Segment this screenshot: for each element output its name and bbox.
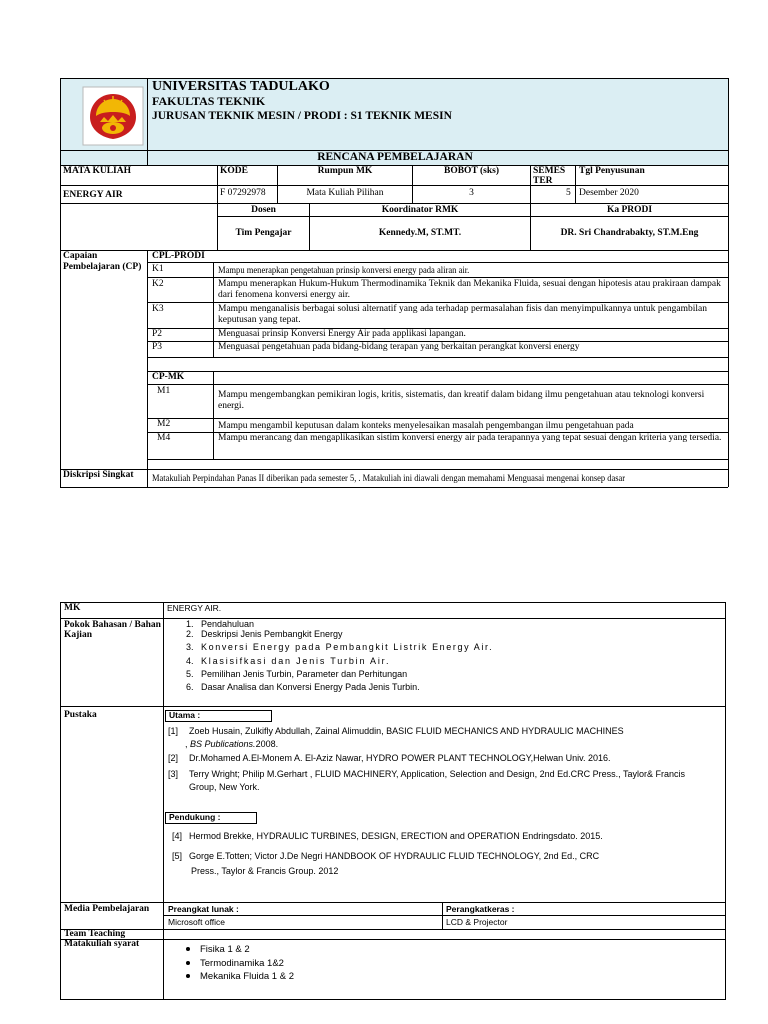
cpmk-code: M1 bbox=[157, 386, 171, 396]
syarat-list bbox=[172, 943, 294, 984]
course-header-mata-kuliah: MATA KULIAH bbox=[63, 166, 131, 176]
syarat-label: Matakuliah syarat bbox=[64, 939, 140, 949]
cpl-code: K3 bbox=[152, 304, 164, 314]
perangkat-lunak-label: Preangkat lunak : bbox=[168, 904, 239, 914]
course-semester: 5 bbox=[566, 188, 571, 198]
cpl-code: K1 bbox=[152, 264, 164, 274]
reference: [5] Gorge E.Totten; Victor J.De Negri HANDBOOK OF HYDRAULIC FLUID TECHNOLOGY, 2nd Ed., CRC bbox=[172, 851, 600, 861]
course-header-semester: SEMES TER bbox=[533, 166, 566, 186]
cpl-text: Mampu menerapkan pengetahuan prinsip konversi energy pada aliran air. bbox=[218, 266, 470, 276]
staff-kaprodi: DR. Sri Chandrabakty, ST.M.Eng bbox=[560, 228, 699, 238]
staff-header-kaprodi: Ka PRODI bbox=[606, 205, 653, 215]
deskripsi-label: Diskripsi Singkat bbox=[63, 470, 134, 480]
university-logo bbox=[82, 86, 144, 146]
course-header-kode: KODE bbox=[220, 166, 248, 176]
cpl-code: K2 bbox=[152, 279, 164, 289]
reference-cont: , BS Publications.2008. bbox=[185, 739, 279, 749]
course-bobot: 3 bbox=[469, 188, 474, 198]
cpmk-text: Mampu mengambil keputusan dalam konteks menyelesaikan masalah pengembangan ilmu pengetahuan pada bbox=[218, 421, 634, 431]
team-label: Team Teaching bbox=[64, 929, 126, 939]
course-code: F 07292978 bbox=[220, 188, 266, 198]
syarat-item: Mekanika Fluida 1 & 2 bbox=[186, 970, 294, 984]
reference-cont: Press., Taylor & Francis Group. 2012 bbox=[191, 866, 339, 876]
cpmk-text: Mampu mengembangkan pemikiran logis, kritis, sistematis, dan kreatif dalam bidang ilmu pengetahuan atau teknologi konversi energi. bbox=[218, 390, 705, 411]
staff-koordinator: Kennedy.M, ST.MT. bbox=[378, 228, 462, 238]
perangkat-keras-label: Perangkatkeras : bbox=[446, 904, 515, 914]
cpmk-code: M2 bbox=[157, 419, 171, 429]
course-tgl: Desember 2020 bbox=[579, 188, 639, 198]
department-name: JURUSAN TEKNIK MESIN / PRODI : S1 TEKNIK MESIN bbox=[152, 110, 452, 122]
capaian-label: Capaian Pembelajaran (CP) bbox=[63, 251, 142, 272]
cpmk-text: Mampu merancang dan mengaplikasikan sistim konversi energy air pada terapannya yang tepat sesuai dengan kriteria yang tersedia. bbox=[218, 433, 722, 443]
pokok-item: 2. Deskripsi Jenis Pembangkit Energy bbox=[186, 629, 343, 639]
course-name: ENERGY AIR bbox=[63, 190, 123, 200]
reference: [1] Zoeb Husain, Zulkifly Abdullah, Zainal Alimuddin, BASIC FLUID MECHANICS AND HYDRAULIC MACHINES bbox=[168, 726, 624, 736]
pokok-item: 1. Pendahuluan bbox=[186, 619, 255, 629]
course-rumpun: Mata Kuliah Pilihan bbox=[306, 188, 384, 198]
cpl-code: P3 bbox=[152, 342, 163, 352]
cpl-header: CPL-PRODI bbox=[152, 251, 205, 261]
perangkat-lunak-value: Microsoft office bbox=[168, 917, 226, 927]
cpl-text: Menguasai pengetahuan pada bidang-bidang terapan yang berkaitan perangkat konversi energy bbox=[218, 342, 580, 352]
staff-header-koordinator: Koordinator RMK bbox=[381, 205, 459, 215]
pokok-item: 3. Konversi Energy pada Pembangkit Listrik Energy Air. bbox=[186, 642, 494, 652]
pokok-item: 4. Klasisifkasi dan Jenis Turbin Air. bbox=[186, 656, 391, 666]
cpl-code: P2 bbox=[152, 329, 163, 339]
pokok-item: 5. Pemilihan Jenis Turbin, Parameter dan Perhitungan bbox=[186, 669, 408, 679]
reference: [4] Hermod Brekke, HYDRAULIC TURBINES, DESIGN, ERECTION and OPERATION Endringsdato. 2015. bbox=[172, 831, 603, 841]
pokok-label: Pokok Bahasan / Bahan Kajian bbox=[64, 620, 161, 640]
mk-value: ENERGY AIR. bbox=[167, 603, 222, 613]
university-name: UNIVERSITAS TADULAKO bbox=[152, 79, 330, 94]
course-header-bobot: BOBOT (sks) bbox=[444, 166, 499, 176]
syarat-item: Termodinamika 1&2 bbox=[186, 957, 294, 971]
cpl-text: Mampu menganalisis berbagai solusi alternatif yang ada terhadap permasalahan fisis dan menyimpulkannya untuk pengambilan keputusan yang tepat. bbox=[218, 304, 707, 325]
reference: [2] Dr.Mohamed A.El-Monem A. El-Aziz Nawar, HYDRO POWER PLANT TECHNOLOGY,Helwan Univ. 2016. bbox=[168, 753, 611, 763]
course-header-rumpun: Rumpun MK bbox=[317, 166, 373, 176]
pokok-item: 6. Dasar Analisa dan Konversi Energy Pada Jenis Turbin. bbox=[186, 682, 420, 692]
staff-dosen: Tim Pengajar bbox=[235, 228, 292, 238]
utama-label: Utama : bbox=[169, 710, 201, 720]
deskripsi-text: Matakuliah Perpindahan Panas II diberikan pada semester 5, . Matakuliah ini diawali dengan memahami Menguasai mengenai konsep dasar bbox=[152, 474, 626, 484]
staff-header-dosen: Dosen bbox=[251, 205, 276, 215]
reference: [3] Terry Wright; Philip M.Gerhart , FLUID MACHINERY, Application, Selection and Design, 2nd Ed.CRC Press., Taylor& Francis Group, New York. bbox=[168, 769, 686, 792]
media-label: Media Pembelajaran bbox=[64, 904, 150, 914]
faculty-name: FAKULTAS TEKNIK bbox=[152, 94, 266, 108]
cpl-text: Mampu menerapkan Hukum-Hukum Thermodinamika Teknik dan Mekanika Fluida, sesuai dengan hipotesis atau prakiraan dampak dari fenomena konversi energy air. bbox=[218, 279, 721, 300]
cpmk-header: CP-MK bbox=[152, 372, 185, 382]
plan-title: RENCANA PEMBELAJARAN bbox=[317, 151, 473, 163]
course-header-tgl: Tgl Penyusunan bbox=[579, 166, 645, 176]
pendukung-label: Pendukung : bbox=[169, 812, 221, 822]
cpmk-code: M4 bbox=[157, 433, 171, 443]
syarat-item: Fisika 1 & 2 bbox=[186, 943, 294, 957]
cpl-text: Menguasai prinsip Konversi Energy Air pada applikasi lapangan. bbox=[218, 329, 466, 339]
pustaka-label: Pustaka bbox=[64, 710, 97, 720]
mk-label: MK bbox=[64, 603, 81, 613]
perangkat-keras-value: LCD & Projector bbox=[446, 917, 508, 927]
